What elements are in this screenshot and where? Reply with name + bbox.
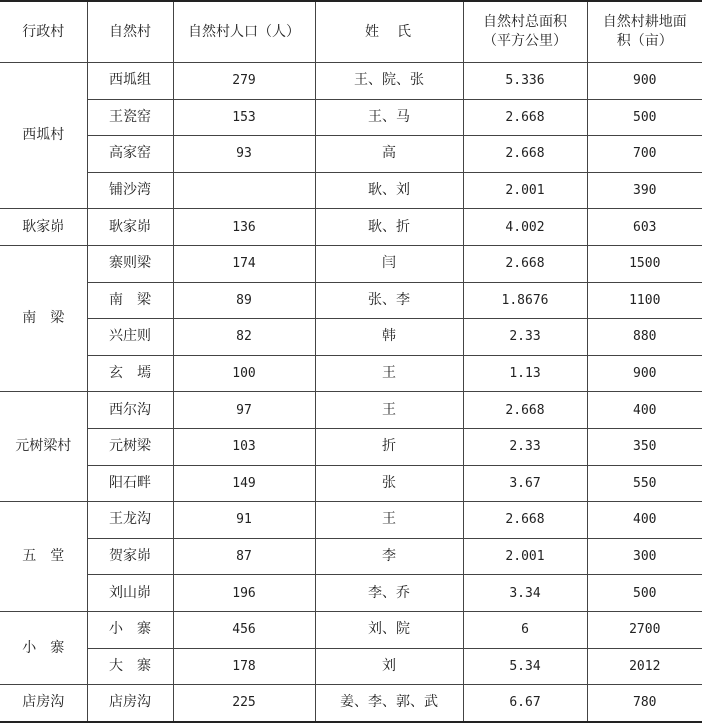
header-area	[463, 1, 587, 63]
table-row	[0, 648, 702, 685]
population-cell: 82	[173, 319, 315, 356]
population-cell: 174	[173, 245, 315, 282]
table-row	[0, 172, 702, 209]
header-farmland-line1: 自然村耕地面	[602, 14, 687, 30]
population-cell: 196	[173, 575, 315, 612]
surnames-cell: 耿、折	[315, 209, 463, 246]
surnames-cell: 折	[315, 428, 463, 465]
table-row	[0, 99, 702, 136]
area-cell: 2.001	[463, 172, 587, 209]
header-admin-village: 行政村	[0, 1, 87, 63]
area-cell: 2.001	[463, 538, 587, 575]
population-cell: 136	[173, 209, 315, 246]
table-row	[0, 319, 702, 356]
population-cell: 153	[173, 99, 315, 136]
population-cell: 93	[173, 136, 315, 173]
area-cell: 5.336	[463, 63, 587, 100]
surnames-cell: 王、院、张	[315, 63, 463, 100]
header-row	[0, 1, 702, 63]
natural-village-cell: 王瓷窑	[87, 99, 173, 136]
header-population: 自然村人口（人）	[173, 1, 315, 63]
farmland-cell: 550	[587, 465, 702, 502]
population-cell: 149	[173, 465, 315, 502]
farmland-cell: 500	[587, 575, 702, 612]
farmland-cell: 900	[587, 63, 702, 100]
table-row	[0, 392, 702, 429]
admin-village-cell: 店房沟	[0, 685, 87, 722]
population-cell: 91	[173, 502, 315, 539]
surnames-cell: 张、李	[315, 282, 463, 319]
natural-village-cell: 高家窑	[87, 136, 173, 173]
area-cell: 2.668	[463, 502, 587, 539]
farmland-cell: 780	[587, 685, 702, 722]
population-cell: 178	[173, 648, 315, 685]
area-cell: 2.668	[463, 245, 587, 282]
natural-village-cell: 阳石畔	[87, 465, 173, 502]
table-row	[0, 538, 702, 575]
natural-village-cell: 大 寨	[87, 648, 173, 685]
farmland-cell: 880	[587, 319, 702, 356]
area-cell: 6	[463, 611, 587, 648]
natural-village-cell: 贺家峁	[87, 538, 173, 575]
surnames-cell: 李	[315, 538, 463, 575]
farmland-cell: 500	[587, 99, 702, 136]
table-body	[0, 63, 702, 722]
farmland-cell: 390	[587, 172, 702, 209]
table-row	[0, 282, 702, 319]
surnames-cell: 李、乔	[315, 575, 463, 612]
farmland-cell: 700	[587, 136, 702, 173]
header-surnames: 姓 氏	[315, 1, 463, 63]
table-row	[0, 245, 702, 282]
farmland-cell: 1500	[587, 245, 702, 282]
table-row	[0, 63, 702, 100]
natural-village-cell: 玄 墕	[87, 355, 173, 392]
area-cell: 4.002	[463, 209, 587, 246]
surnames-cell: 韩	[315, 319, 463, 356]
natural-village-cell: 兴庄则	[87, 319, 173, 356]
admin-village-cell: 耿家峁	[0, 209, 87, 246]
population-cell: 279	[173, 63, 315, 100]
natural-village-cell: 王龙沟	[87, 502, 173, 539]
population-cell: 225	[173, 685, 315, 722]
natural-village-cell: 元树梁	[87, 428, 173, 465]
header-area-line1: 自然村总面积	[483, 14, 567, 30]
natural-village-cell: 南 梁	[87, 282, 173, 319]
table-row	[0, 611, 702, 648]
area-cell: 3.34	[463, 575, 587, 612]
table-row	[0, 465, 702, 502]
surnames-cell: 王、马	[315, 99, 463, 136]
natural-village-cell: 耿家峁	[87, 209, 173, 246]
header-area-line2: （平方公里）	[483, 33, 567, 49]
table-row	[0, 575, 702, 612]
area-cell: 3.67	[463, 465, 587, 502]
surnames-cell: 王	[315, 392, 463, 429]
surnames-cell: 姜、李、郭、武	[315, 685, 463, 722]
natural-village-cell: 寨则梁	[87, 245, 173, 282]
farmland-cell: 2012	[587, 648, 702, 685]
admin-village-cell: 南 梁	[0, 245, 87, 391]
natural-village-cell: 西尔沟	[87, 392, 173, 429]
header-farmland-line2: 积（亩）	[616, 33, 673, 49]
area-cell: 6.67	[463, 685, 587, 722]
surnames-cell: 闫	[315, 245, 463, 282]
area-cell: 2.33	[463, 428, 587, 465]
area-cell: 1.8676	[463, 282, 587, 319]
natural-village-cell: 店房沟	[87, 685, 173, 722]
table-row	[0, 502, 702, 539]
area-cell: 2.33	[463, 319, 587, 356]
surnames-cell: 张	[315, 465, 463, 502]
table-row	[0, 428, 702, 465]
natural-village-cell: 西坬组	[87, 63, 173, 100]
population-cell: 97	[173, 392, 315, 429]
surnames-cell: 高	[315, 136, 463, 173]
table-row	[0, 355, 702, 392]
natural-village-cell: 刘山峁	[87, 575, 173, 612]
population-cell: 89	[173, 282, 315, 319]
farmland-cell: 1100	[587, 282, 702, 319]
admin-village-cell: 五 堂	[0, 502, 87, 612]
population-cell: 87	[173, 538, 315, 575]
surnames-cell: 刘	[315, 648, 463, 685]
area-cell: 2.668	[463, 392, 587, 429]
table-row	[0, 209, 702, 246]
population-cell: 100	[173, 355, 315, 392]
table-row	[0, 136, 702, 173]
admin-village-cell: 西坬村	[0, 63, 87, 209]
table-row	[0, 685, 702, 722]
population-cell: 103	[173, 428, 315, 465]
admin-village-cell: 小 寨	[0, 611, 87, 684]
area-cell: 5.34	[463, 648, 587, 685]
farmland-cell: 300	[587, 538, 702, 575]
farmland-cell: 603	[587, 209, 702, 246]
surnames-cell: 王	[315, 355, 463, 392]
surnames-cell: 刘、院	[315, 611, 463, 648]
natural-village-cell: 铺沙湾	[87, 172, 173, 209]
natural-village-cell: 小 寨	[87, 611, 173, 648]
farmland-cell: 2700	[587, 611, 702, 648]
area-cell: 2.668	[463, 99, 587, 136]
area-cell: 2.668	[463, 136, 587, 173]
farmland-cell: 350	[587, 428, 702, 465]
population-cell: 456	[173, 611, 315, 648]
surnames-cell: 王	[315, 502, 463, 539]
surnames-cell: 耿、刘	[315, 172, 463, 209]
farmland-cell: 900	[587, 355, 702, 392]
header-farmland	[587, 1, 702, 63]
farmland-cell: 400	[587, 502, 702, 539]
admin-village-cell: 元树梁村	[0, 392, 87, 502]
population-cell	[173, 172, 315, 209]
farmland-cell: 400	[587, 392, 702, 429]
area-cell: 1.13	[463, 355, 587, 392]
header-natural-village: 自然村	[87, 1, 173, 63]
